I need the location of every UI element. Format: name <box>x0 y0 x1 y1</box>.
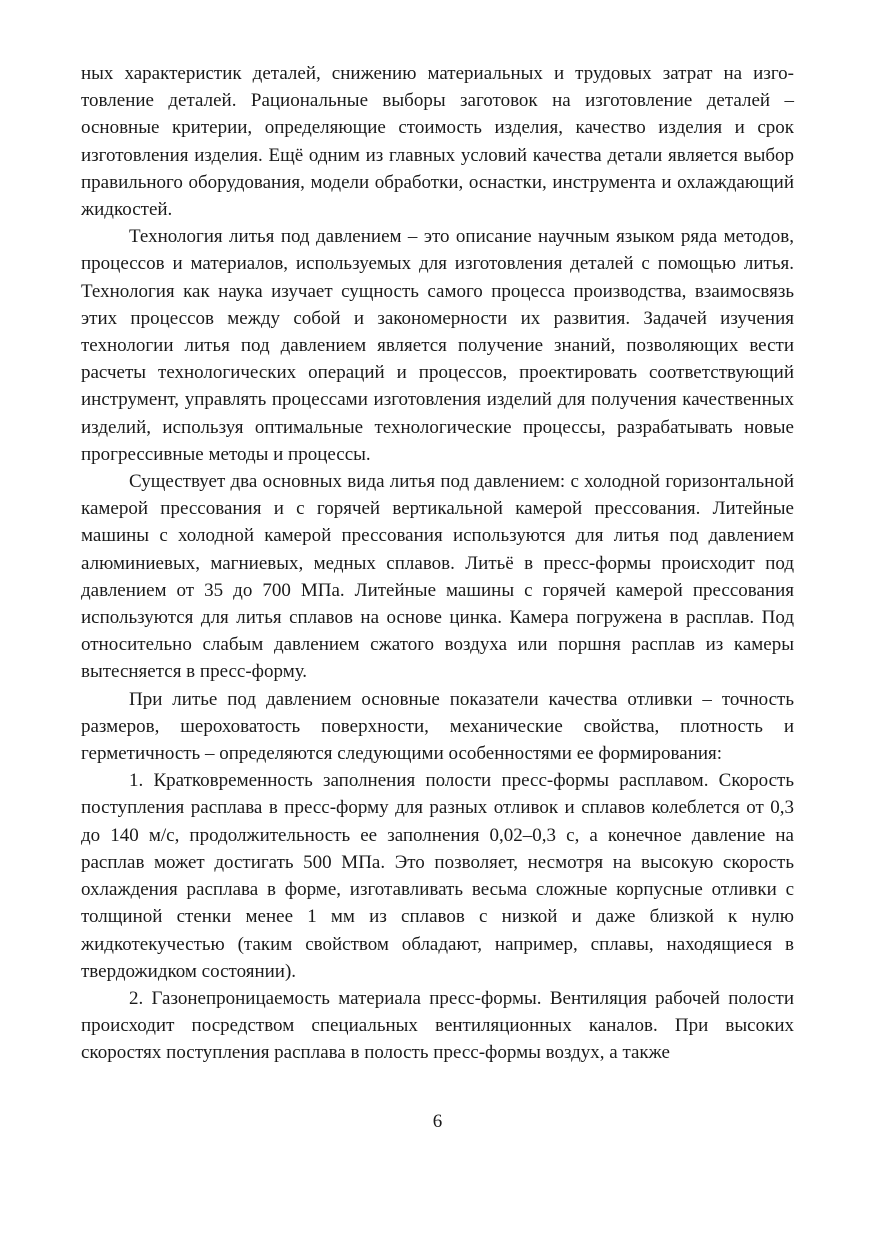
paragraph-item-1: 1. Кратковременность заполнения полости пресс-формы расплавом. Скорость поступления расплава в пресс-форму для разных отливок и сплавов колеблется от 0,3 до 140 м/с, продолжительность ее заполнения 0,02–0,3 с, а конечное давление на расплав может достигать 500 МПа. Это позволяет, несмотря на высокую скорость охлаждения расплава в форме, изготавливать весьма сложные корпусные отливки с толщиной стенки менее 1 мм из сплавов с низкой и даже близкой к нулю жидкотекучестью (таким свойством обладают, например, сплавы, находящиеся в твердожидком состоянии). <box>81 770 794 982</box>
paragraph-technology-definition: Технология литья под давлением – это описание научным языком ряда методов, процессов и материалов, используемых для изготовления деталей с помощью литья. Технология как наука изучает сущность самого процесса производства, взаимосвязь этих процессов между собой и закономерности их развития. Задачей изучения технологии литья под давлением является получение знаний, позволяющих вести расчеты технологических операций и процессов, проектировать соответствующий инструмент, управлять процессами изготовления изделий для получения качественных изделий, используя оптимальные технологические процессы, разрабатывать новые прогрессивные методы и процессы. <box>81 226 794 465</box>
paragraph-casting-types: Существует два основных вида литья под давлением: с холодной горизонтальной камерой прессования и с горячей вертикальной камерой прессования. Литейные машины с холодной камерой прессования используются для литья под давлением алюминиевых, магниевых, медных сплавов. Литьё в пресс-формы происходит под давлением от 35 до 700 МПа. Литейные машины с горячей камерой прессования используются для литья сплавов на основе цинка. Камера погружена в расплав. Под относительно слабым давлением сжатого воздуха или поршня расплав из камеры вытесняется в пресс-форму. <box>81 471 794 683</box>
paragraph-continuation: ных характеристик деталей, снижению материальных и трудовых затрат на изготовление деталей. Рациональные выборы заготовок на изготовление деталей – основные критерии, определяющие стоимость изделия, качество изделия и срок изготовления изделия. Ещё одним из главных условий качества детали является выбор правильного оборудования, модели обработки, оснастки, инструмента и охлаждающий жидкостей. <box>81 63 794 221</box>
paragraph-quality-indicators: При литье под давлением основные показатели качества отливки – точность размеров, шероховатость поверхности, механические свойства, плотность и герметичность – определяются следующими особенностями ее формирования: <box>81 688 794 765</box>
paragraph-item-2: 2. Газонепроницаемость материала пресс-формы. Вентиляция рабочей полости происходит посредством специальных вентиляционных каналов. При высоких скоростях поступления расплава в полость пресс-формы воздух, а также <box>81 987 794 1064</box>
document-body <box>81 60 794 1067</box>
page-number: 6 <box>432 1111 443 1132</box>
